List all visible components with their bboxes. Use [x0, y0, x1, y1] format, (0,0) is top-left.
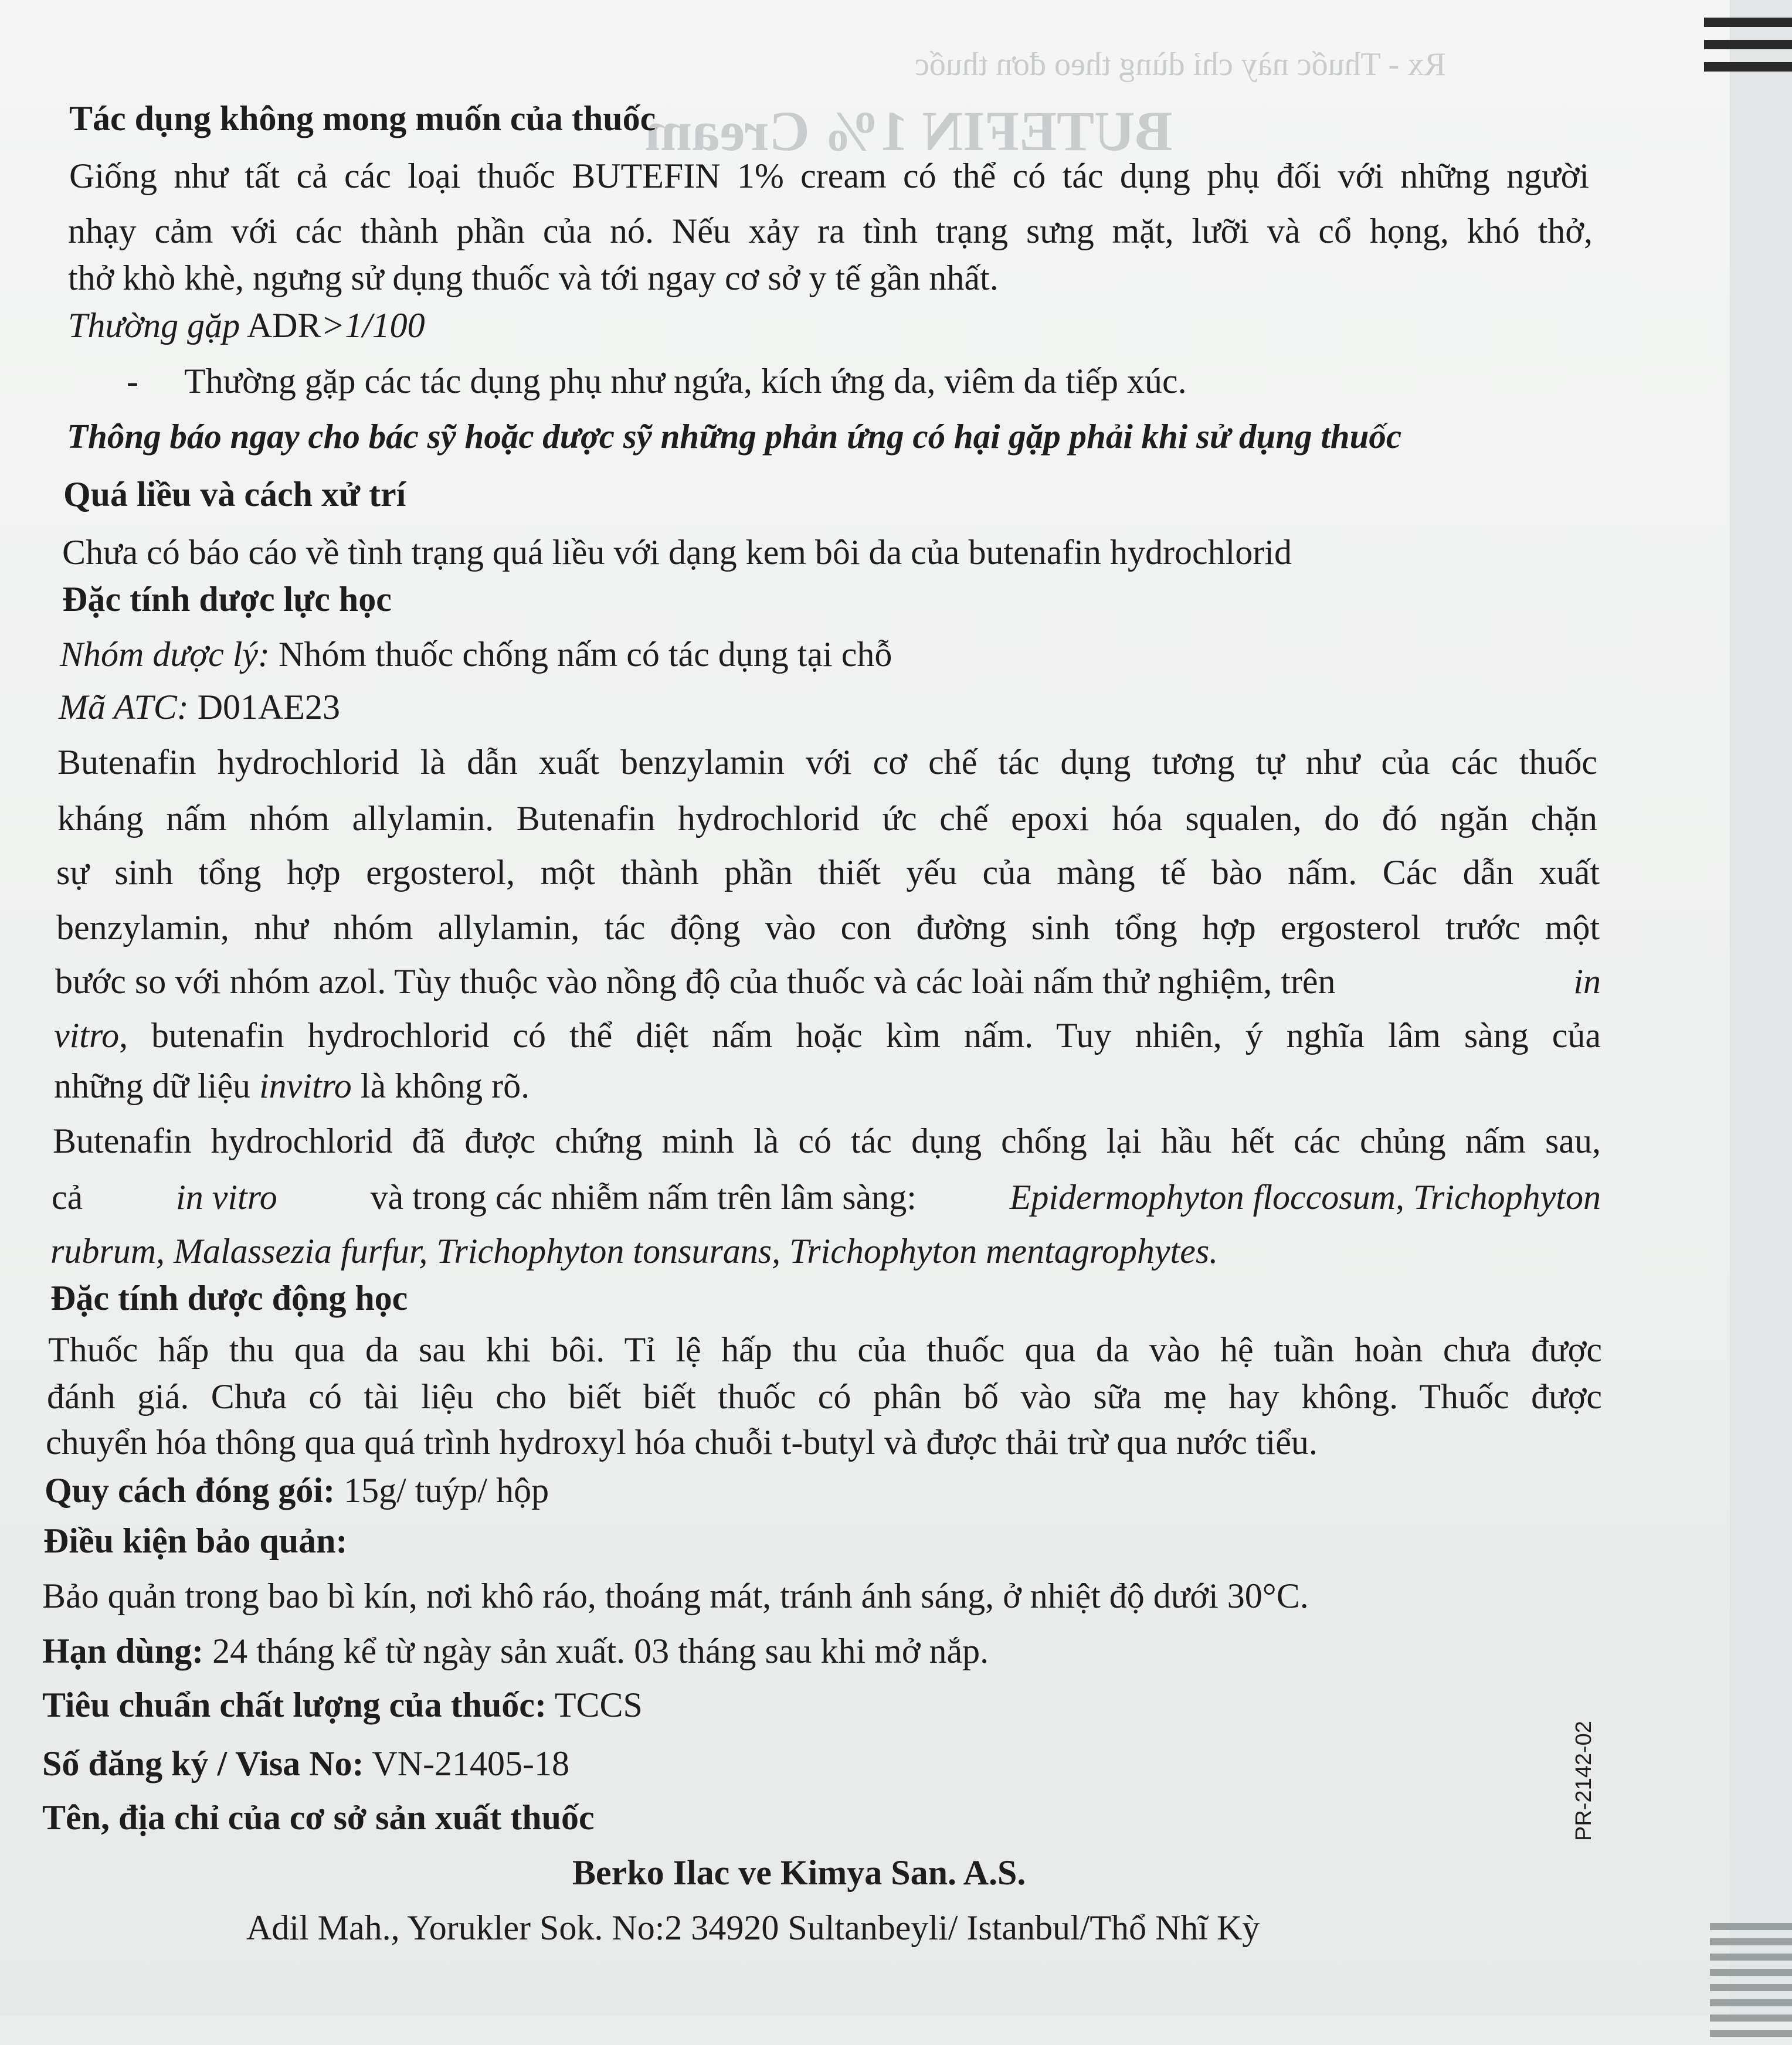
packaging-value: 15g/ tuýp/ hộp [335, 1471, 549, 1510]
pharmacologic-group-value: Nhóm thuốc chống nấm có tác dụng tại chỗ [270, 635, 892, 674]
manufacturer-address: Adil Mah., Yorukler Sok. No:2 34920 Sultanbeyli/ Istanbul/Thổ Nhĩ Kỳ [246, 1908, 1260, 1947]
pharmacodynamics-line [55, 960, 1601, 1003]
pharmacodynamics-line: rubrum, Malassezia furfur, Trichophyton tonsurans, Trichophyton mentagrophytes. [50, 1232, 1219, 1271]
document-code: PR-2142-02 [1572, 1721, 1596, 1841]
adr-bullet-dash: - [127, 362, 138, 400]
overdose-title: Quá liều và cách xử trí [63, 475, 406, 514]
atc-code [59, 686, 340, 728]
adr-frequency-ratio: >1/100 [321, 306, 425, 345]
pharmacodynamics-italic: Epidermophyton floccosum, Trichophyton [1009, 1178, 1601, 1217]
adr-title: Tác dụng không mong muốn của thuốc [69, 99, 656, 138]
pharmacodynamics-line [54, 1065, 530, 1107]
pharmacodynamics-italic: in [1573, 962, 1601, 1001]
adr-notice: Thông báo ngay cho bác sỹ hoặc dược sỹ những phản ứng có hại gặp phải khi sử dụng thuốc [67, 417, 1402, 456]
packaging [45, 1469, 549, 1511]
storage-title: Điều kiện bảo quản: [43, 1521, 348, 1560]
edge-marks-bottom [1710, 1923, 1792, 2045]
pharmacodynamics-line: kháng nấm nhóm allylamin. Butenafin hydrochlorid ức chế epoxi hóa squalen, do đó ngăn chặn [57, 799, 1597, 838]
edge-marks-top [1704, 18, 1792, 84]
pharmacologic-group-label: Nhóm dược lý: [60, 635, 270, 674]
adr-frequency-label: Thường gặp [68, 306, 240, 345]
atc-code-value: D01AE23 [188, 688, 341, 726]
quality-standard [42, 1684, 643, 1726]
adr-paragraph-line: thở khò khè, ngưng sử dụng thuốc và tới ngay cơ sở y tế gần nhất. [68, 259, 999, 297]
pharmacodynamics-italic: in vitro [176, 1178, 277, 1217]
pharmacokinetics-line: Thuốc hấp thu qua da sau khi bôi. Tỉ lệ hấp thu của thuốc qua da vào hệ tuần hoàn chưa được [48, 1330, 1602, 1369]
registration-value: VN-21405-18 [364, 1744, 570, 1783]
pharmacodynamics-text: cả [52, 1178, 83, 1217]
pharmacodynamics-text: bước so với nhóm azol. Tùy thuộc vào nồng độ của thuốc và các loài nấm thử nghiệm, trên [55, 962, 1336, 1001]
pharmacodynamics-italic: vitro [54, 1016, 120, 1055]
pharmacodynamics-title: Đặc tính dược lực học [62, 580, 392, 619]
pharmacodynamics-text: là không rõ. [360, 1066, 530, 1105]
adr-paragraph-line: Giống như tất cả các loại thuốc BUTEFIN 1% cream có thể có tác dụng phụ đối với những người [69, 157, 1589, 195]
pharmacodynamics-text: và trong các nhiễm nấm trên lâm sàng: [370, 1178, 917, 1217]
expiry-label: Hạn dùng: [42, 1632, 204, 1670]
pharmacodynamics-text: , butenafin hydrochlorid có thể diệt nấm hoặc kìm nấm. Tuy nhiên, ý nghĩa lâm sàng của [119, 1016, 1601, 1055]
overdose-text: Chưa có báo cáo về tình trạng quá liều với dạng kem bôi da của butenafin hydrochlorid [62, 533, 1292, 572]
pharmacodynamics-line: Butenafin hydrochlorid đã được chứng minh là có tác dụng chống lại hầu hết các chủng nấm sau, [53, 1122, 1601, 1160]
manufacturer-name: Berko Ilac ve Kimya San. A.S. [572, 1853, 1026, 1892]
pharmacokinetics-line: chuyển hóa thông qua quá trình hydroxyl hóa chuỗi t-butyl và được thải trừ qua nước tiểu. [46, 1423, 1318, 1462]
pharmacologic-group [60, 633, 892, 675]
pharmacokinetics-title: Đặc tính dược động học [50, 1279, 408, 1317]
adr-frequency [68, 304, 425, 347]
registration-label: Số đăng ký / Visa No: [42, 1744, 364, 1783]
manufacturer-title: Tên, địa chỉ của cơ sở sản xuất thuốc [42, 1798, 595, 1837]
ghost-header: Rx - Thuốc này chỉ dùng theo đơn thuốc [915, 46, 1446, 83]
quality-standard-label: Tiêu chuẩn chất lượng của thuốc: [42, 1686, 547, 1724]
pharmacodynamics-line: benzylamin, như nhóm allylamin, tác động vào con đường sinh tổng hợp ergosterol trước một [56, 908, 1600, 947]
pharmacodynamics-italic: invitro [259, 1066, 352, 1105]
page-edge [1730, 0, 1792, 2016]
expiry [42, 1630, 989, 1672]
pharmacodynamics-line [54, 1014, 1601, 1057]
pharmacodynamics-line [52, 1176, 1601, 1218]
storage-text: Bảo quản trong bao bì kín, nơi khô ráo, thoáng mát, tránh ánh sáng, ở nhiệt độ dưới 30°C. [42, 1577, 1309, 1615]
adr-bullet-item: Thường gặp các tác dụng phụ như ngứa, kích ứng da, viêm da tiếp xúc. [184, 362, 1187, 400]
atc-code-label: Mã ATC: [59, 688, 189, 726]
pharmacokinetics-line: đánh giá. Chưa có tài liệu cho biết biết thuốc có phân bố vào sữa mẹ hay không. Thuốc được [47, 1377, 1602, 1416]
ghost-title: BUTEFIN 1% Cream [645, 100, 1173, 162]
quality-standard-value: TCCS [546, 1686, 643, 1724]
pharmacodynamics-line: sự sinh tổng hợp ergosterol, một thành phần thiết yếu của màng tế bào nấm. Các dẫn xuất [56, 853, 1600, 892]
packaging-label: Quy cách đóng gói: [45, 1471, 335, 1510]
expiry-value: 24 tháng kể từ ngày sản xuất. 03 tháng sau khi mở nắp. [203, 1632, 989, 1670]
pharmacodynamics-text: những dữ liệu [54, 1066, 251, 1105]
registration-number [42, 1742, 569, 1785]
adr-frequency-adr: ADR [240, 306, 321, 345]
adr-paragraph-line: nhạy cảm với các thành phần của nó. Nếu xảy ra tình trạng sưng mặt, lưỡi và cổ họng, khó thở, [68, 212, 1593, 250]
pharmacodynamics-line: Butenafin hydrochlorid là dẫn xuất benzylamin với cơ chế tác dụng tương tự như của các thuốc [57, 743, 1597, 782]
